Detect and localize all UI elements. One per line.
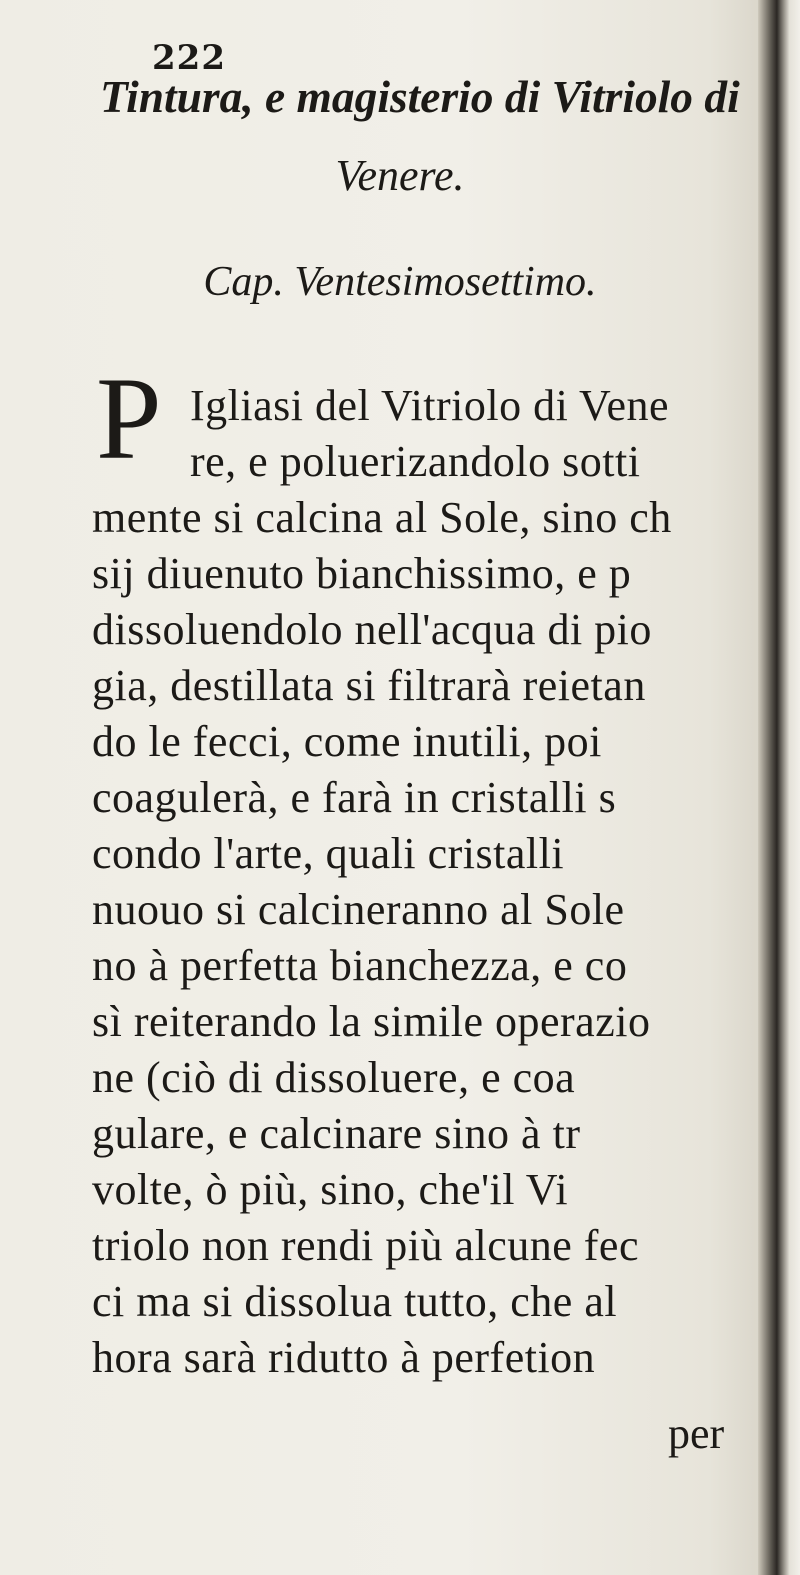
body-line: sì reiterando la simile operazio <box>92 997 651 1046</box>
section-heading: Tintura, e magisterio di Vitriolo di <box>100 71 740 122</box>
body-line: re, e poluerizandolo sotti <box>190 437 641 486</box>
body-line: nuouo si calcineranno al Sole <box>92 885 625 934</box>
body-line: sij diuenuto bianchissimo, e p <box>92 549 632 598</box>
body-line: volte, ò più, sino, che'il Vi <box>92 1165 569 1214</box>
body-line: do le fecci, come inutili, poi <box>92 717 602 766</box>
body-line: dissoluendolo nell'acqua di pio <box>92 605 652 654</box>
body-line: coagulerà, e farà in cristalli s <box>92 773 617 822</box>
body-line: gia, destillata si filtrarà reietan <box>92 661 646 710</box>
section-subheading: Venere. <box>335 151 465 200</box>
body-line: condo l'arte, quali cristalli <box>92 829 565 878</box>
body-line: ci ma si dissolua tutto, che al <box>92 1277 618 1326</box>
catchword: per <box>668 1409 725 1458</box>
body-line: triolo non rendi più alcune fec <box>92 1221 639 1270</box>
page-number: 222 <box>152 38 226 78</box>
body-line: ne (ciò di dissoluere, e coa <box>92 1053 576 1102</box>
body-line: no à perfetta bianchezza, e co <box>92 941 628 990</box>
book-gutter <box>758 0 800 1575</box>
chapter-title: Cap. Ventesimosettimo. <box>203 259 597 305</box>
body-line: gulare, e calcinare sino à tr <box>92 1109 581 1158</box>
drop-cap: P <box>96 353 162 484</box>
body-line: mente si calcina al Sole, sino ch <box>92 493 672 542</box>
body-line: hora sarà ridutto à perfetion <box>92 1333 596 1382</box>
body-line: Igliasi del Vitriolo di Vene <box>190 381 670 430</box>
